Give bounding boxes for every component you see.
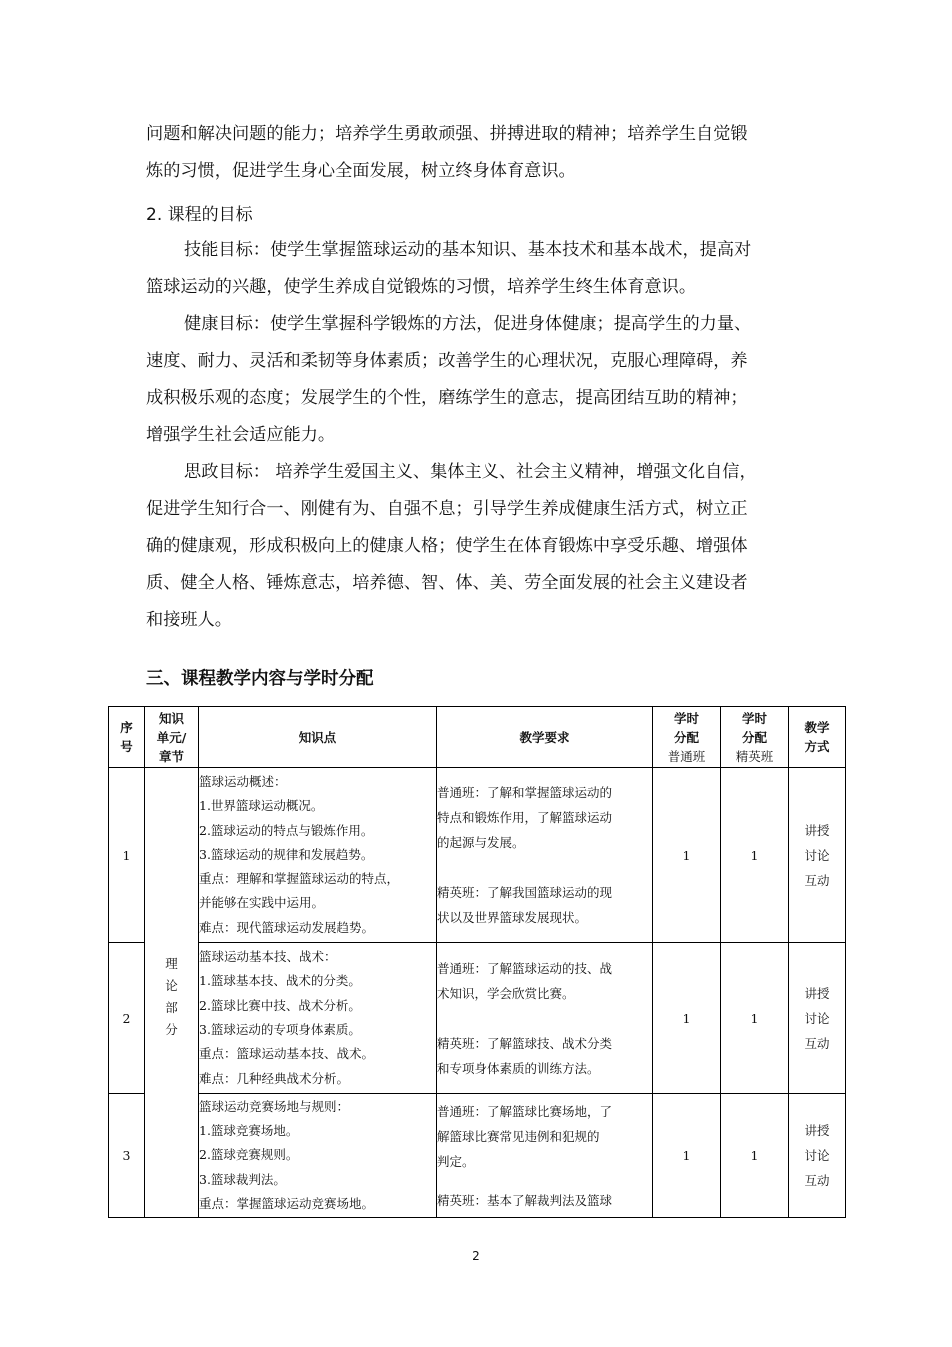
teaching-requirements: 普通班：了解和掌握篮球运动的 特点和锻炼作用，了解篮球运动 的起源与发展。 精英班：了解我国篮球运动的现 状以及世界篮球发展现状。 <box>437 768 653 943</box>
text-line: 问题和解决问题的能力；培养学生勇敢顽强、拼搏进取的精神；培养学生自觉锻 <box>146 124 748 144</box>
header-points: 知识点 <box>199 707 437 768</box>
text-line: 质、健全人格、锤炼意志，培养德、智、体、美、劳全面发展的社会主义建设者 <box>146 573 748 593</box>
header-unit: 知识 单元/ 章节 <box>145 707 199 768</box>
row-number: 3 <box>109 1094 145 1218</box>
text-line: 成积极乐观的态度；发展学生的个性，磨练学生的意志，提高团结互助的精神； <box>146 388 748 408</box>
row-number: 2 <box>109 943 145 1094</box>
hours-elite: 1 <box>721 768 789 943</box>
hours-regular: 1 <box>653 943 721 1094</box>
knowledge-points: 篮球运动竞赛场地与规则： 1.篮球竞赛场地。 2.篮球竞赛规则。 3.篮球裁判法。 重点：掌握篮球运动竞赛场地。 <box>199 1094 437 1218</box>
health-goal-paragraph <box>146 306 812 454</box>
section-heading-content: 三、课程教学内容与学时分配 <box>146 669 374 689</box>
teaching-requirements: 普通班：了解篮球比赛场地，了 解篮球比赛常见违例和犯规的 判定。 精英班：基本了解裁判法及篮球 <box>437 1094 653 1218</box>
teaching-method: 讲授 讨论 互动 <box>789 768 846 943</box>
hours-elite: 1 <box>721 943 789 1094</box>
category-cell: 理 论 部 分 <box>145 768 199 1218</box>
text-line: 增强学生社会适应能力。 <box>146 425 336 445</box>
page-number: 2 <box>472 1249 480 1263</box>
intro-paragraph <box>146 116 812 190</box>
hours-regular: 1 <box>653 1094 721 1218</box>
table-row <box>109 943 846 1094</box>
skill-goal-paragraph <box>146 232 812 306</box>
text-line: 和接班人。 <box>146 610 232 630</box>
hours-regular: 1 <box>653 768 721 943</box>
knowledge-points: 篮球运动概述： 1.世界篮球运动概况。 2.篮球运动的特点与锻炼作用。 3.篮球运动的规律和发展趋势。 重点：理解和掌握篮球运动的特点， 并能够在实践中运用。 难点：现代篮球运动发展趋势。 <box>199 768 437 943</box>
text-line: 技能目标：使学生掌握篮球运动的基本知识、基本技术和基本战术，提高对 <box>184 240 752 260</box>
course-content-table <box>108 706 846 1218</box>
header-requirements: 教学要求 <box>437 707 653 768</box>
row-number: 1 <box>109 768 145 943</box>
teaching-method: 讲授 讨论 互动 <box>789 943 846 1094</box>
text-line: 速度、耐力、灵活和柔韧等身体素质；改善学生的心理状况，克服心理障碍，养 <box>146 351 748 371</box>
table-row <box>109 768 846 943</box>
text-line: 篮球运动的兴趣，使学生养成自觉锻炼的习惯，培养学生终生体育意识。 <box>146 277 697 297</box>
text-line: 促进学生知行合一、刚健有为、自强不息；引导学生养成健康生活方式，树立正 <box>146 499 748 519</box>
hours-elite: 1 <box>721 1094 789 1218</box>
section-heading-goals: 2. 课程的目标 <box>146 205 253 225</box>
text-line: 炼的习惯，促进学生身心全面发展，树立终身体育意识。 <box>146 161 576 181</box>
teaching-requirements: 普通班：了解篮球运动的技、战 术知识，学会欣赏比赛。 精英班：了解篮球技、战术分类 和专项身体素质的训练方法。 <box>437 943 653 1094</box>
teaching-method: 讲授 讨论 互动 <box>789 1094 846 1218</box>
text-line: 思政目标： 培养学生爱国主义、集体主义、社会主义精神，增强文化自信， <box>184 462 757 482</box>
knowledge-points: 篮球运动基本技、战术： 1.篮球基本技、战术的分类。 2.篮球比赛中技、战术分析。 3.篮球运动的专项身体素质。 重点：篮球运动基本技、战术。 难点：几种经典战术分析。 <box>199 943 437 1094</box>
ideology-goal-paragraph <box>146 454 812 639</box>
header-hours-elite: 学时 分配 精英班 <box>721 707 789 768</box>
header-hours-regular: 学时 分配 普通班 <box>653 707 721 768</box>
text-line: 确的健康观，形成积极向上的健康人格；使学生在体育锻炼中享受乐趣、增强体 <box>146 536 748 556</box>
header-no: 序 号 <box>109 707 145 768</box>
header-method: 教学 方式 <box>789 707 846 768</box>
table-row <box>109 1094 846 1218</box>
table-header-row <box>109 707 846 768</box>
text-line: 健康目标：使学生掌握科学锻炼的方法，促进身体健康；提高学生的力量、 <box>184 314 752 334</box>
